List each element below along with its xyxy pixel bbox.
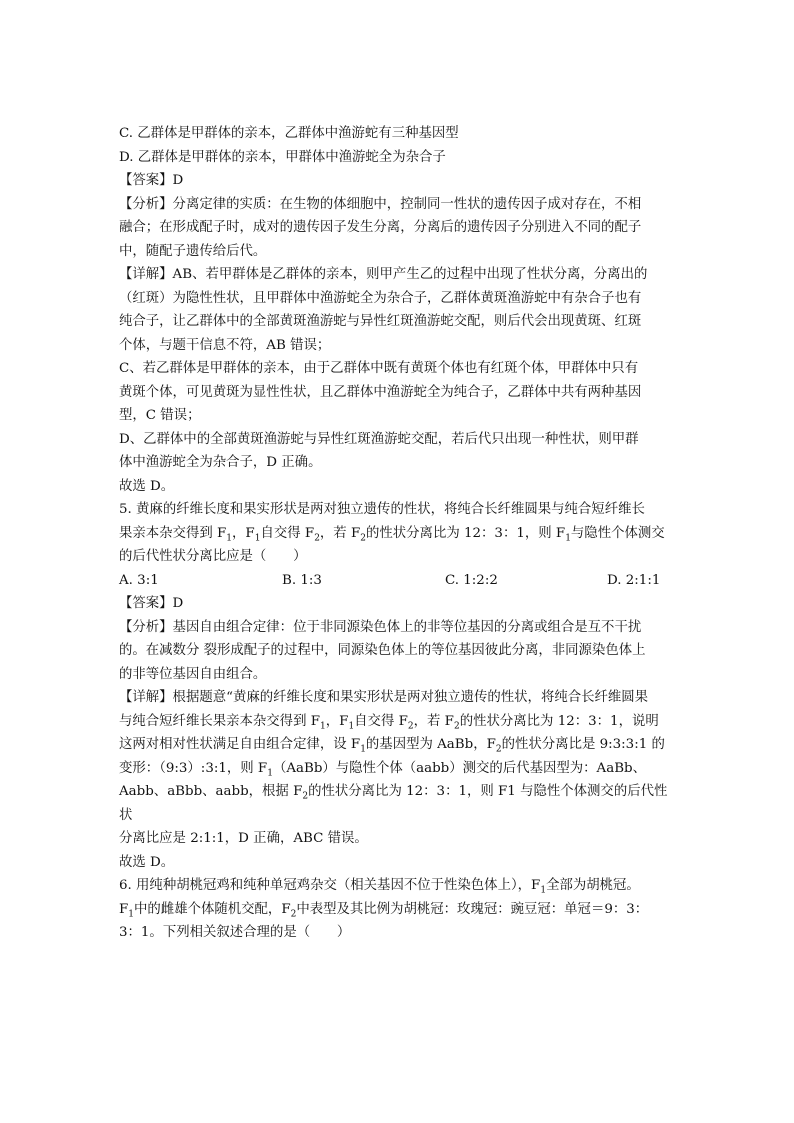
detail-q4-line6: 黄斑个体，可见黄斑为显性性状，且乙群体中渔游蛇全为纯合子，乙群体中共有两种基因 — [119, 384, 642, 400]
q5-detail-line6: 分离比应是 2:1:1，D 正确，ABC 错误。 — [119, 831, 368, 846]
detail-q4-line5: C、若乙群体是甲群体的亲本，由于乙群体中既有黄斑个体也有红斑个体，甲群体中只有 — [119, 361, 639, 376]
q5-conclusion: 故选 D。 — [119, 854, 175, 870]
q6-stem-line1: 6. 用纯种胡桃冠鸡和纯种单冠鸡杂交（相关基因不位于性染色体上），$F_1$全部为胡桃冠。 — [119, 878, 640, 896]
conclusion-q4: 故选 D。 — [119, 478, 175, 494]
option-c-q4: C. 乙群体是甲群体的亲本，乙群体中渔游蛇有三种基因型 — [119, 126, 459, 141]
detail-q4-line7: 型，C 错误； — [119, 408, 201, 423]
q5-stem-line1: 5. 黄麻的纤维长度和果实形状是两对独立遗传的性状，将纯合长纤维圆果与纯合短纤维长 — [119, 502, 645, 517]
q5-detail-line4: 变形：（9:3）:3:1，则 $F_1(AaBb)$与隐性个体（aabb）测交的后代基因型为：AaBb、 — [119, 760, 646, 779]
detail-q4-line4: 个体，与题干信息不符，AB 错误； — [119, 337, 331, 353]
option-d-q4: D. 乙群体是甲群体的亲本，甲群体中渔游蛇全为杂合子 — [119, 149, 446, 165]
q5-option-a: A. 3:1 — [119, 572, 159, 588]
q5-answer: 【答案】D — [119, 596, 184, 611]
detail-q4-line8: D、乙群体中的全部黄斑渔游蛇与异性红斑渔游蛇交配，若后代只出现一种性状，则甲群 — [119, 431, 639, 447]
document-content — [119, 122, 679, 945]
q5-analysis-line2: 的。在减数分 裂形成配子的过程中，同源染色体上的等位基因彼此分离，非同源染色体上 — [119, 643, 646, 658]
analysis-q4-line2: 融合；在形成配子时，成对的遗传因子发生分离，分离后的遗传因子分别进入不同的配子 — [119, 220, 642, 235]
q5-option-b: B. 1:3 — [282, 572, 322, 588]
q5-analysis-line1: 【分析】基因自由组合定律：位于非同源染色体上的非等位基因的分离或组合是互不干扰 — [119, 619, 642, 635]
detail-q4-line1: 【详解】AB、若甲群体是乙群体的亲本，则甲产生乙的过程中出现了性状分离，分离出的 — [119, 267, 648, 282]
q5-detail-line2: 与纯合短纤维长果亲本杂交得到 $F_1$，$F_1$自交得 $F_2$，若 $F_2$的性状分离比为 12：3：1，说明 — [119, 713, 659, 732]
detail-q4-line2: （红斑）为隐性性状，且甲群体中渔游蛇全为杂合子，乙群体黄斑渔游蛇中有杂合子也有 — [119, 290, 642, 306]
q5-option-d: D. 2:1:1 — [607, 572, 661, 588]
answer-q4: 【答案】D — [119, 173, 184, 188]
q5-detail-line3: 这两对相对性状满足自由组合定律，设 $F_1$的基因型为 AaBb，$F_2$的性状分离比是 9:3:3:1 的 — [119, 737, 665, 755]
q6-stem-line3: 3：1。下列相关叙述合理的是（ ） — [119, 925, 351, 940]
q5-stem-line3: 的后代性状分离比应是（ ） — [119, 549, 307, 564]
analysis-q4-line3: 中，随配子遗传给后代。 — [119, 243, 267, 259]
q5-option-c: C. 1:2:2 — [445, 572, 498, 588]
q5-stem-line2: 果亲本杂交得到 $F_1$，$F_1$自交得 $F_2$，若 $F_2$的性状分离比为 12：3：1，则 $F_1$与隐性个体测交 — [119, 525, 665, 544]
q5-analysis-line3: 的非等位基因自由组合。 — [119, 666, 267, 682]
q6-stem-line2: $F_1$中的雌雄个体随机交配，$F_2$中表型及其比例为胡桃冠：玫瑰冠：豌豆冠：单冠＝9：3： — [119, 901, 649, 920]
analysis-q4-line1: 【分析】分离定律的实质：在生物的体细胞中，控制同一性状的遗传因子成对存在，不相 — [119, 196, 642, 212]
detail-q4-line9: 体中渔游蛇全为杂合子，D 正确。 — [119, 455, 322, 470]
q5-detail-line1: 【详解】根据题意“黄麻的纤维长度和果实形状是两对独立遗传的性状，将纯合长纤维圆果 — [119, 690, 649, 705]
q5-options — [119, 569, 679, 593]
q5-detail-line5: Aabb、aBbb、aabb，根据 $F_2$的性状分离比为 12：3：1，则 F1 与隐性个体测交的后代性状 — [119, 784, 668, 823]
detail-q4-line3: 纯合子，让乙群体中的全部黄斑渔游蛇与异性红斑渔游蛇交配，则后代会出现黄斑、红斑 — [119, 314, 642, 329]
